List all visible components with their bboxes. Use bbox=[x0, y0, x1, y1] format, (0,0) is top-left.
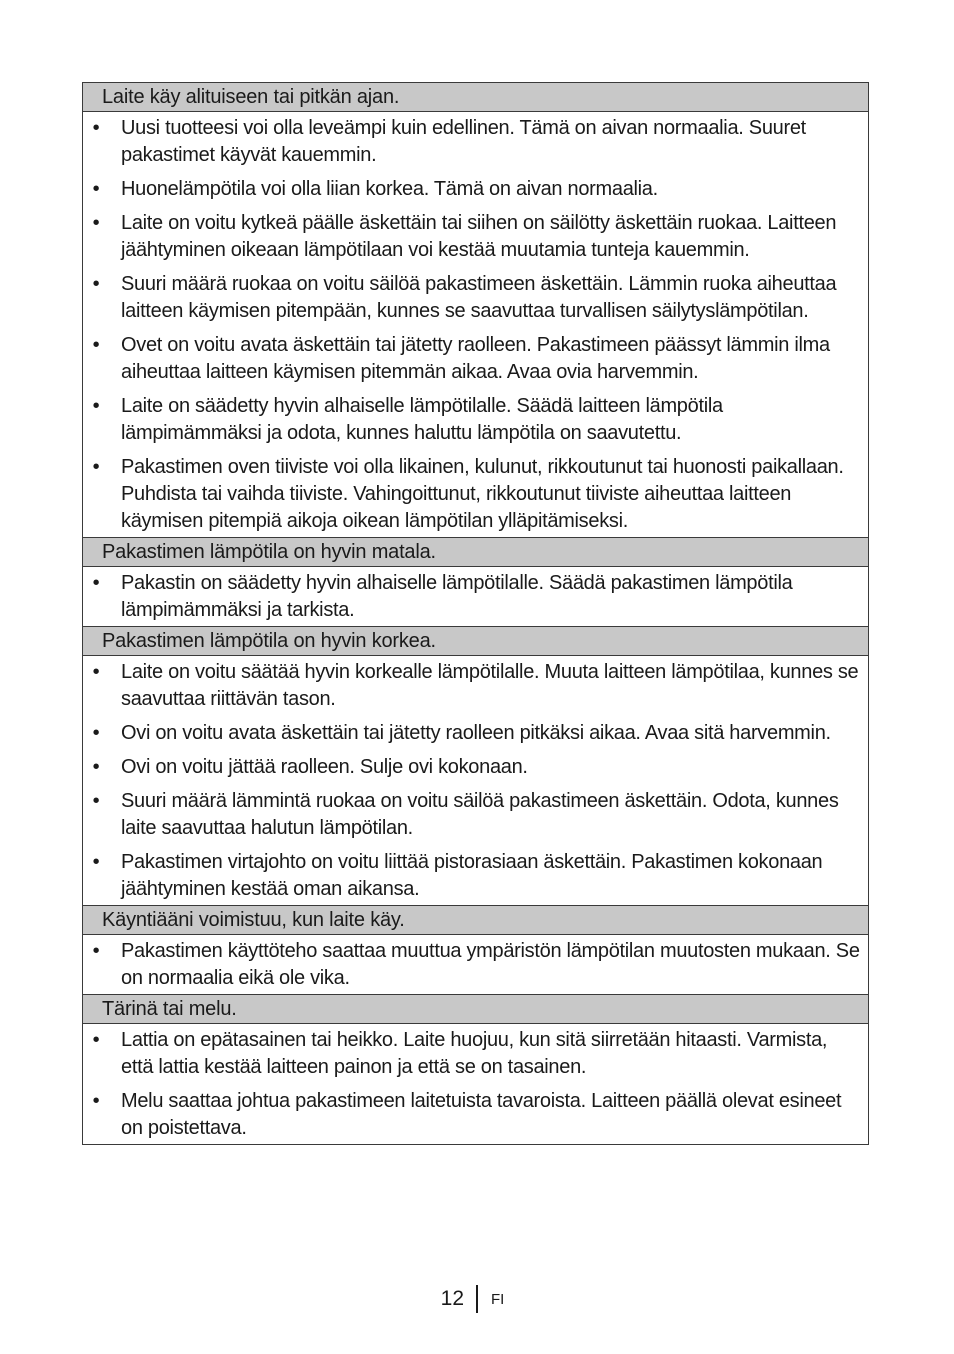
bullet: • bbox=[92, 661, 100, 683]
list-item bbox=[83, 271, 862, 325]
list-item bbox=[83, 659, 862, 713]
bullet: • bbox=[92, 273, 100, 295]
section-body bbox=[83, 656, 868, 906]
item-text: Laite on voitu kytkeä päälle äskettäin tai siihen on säilötty äskettäin ruokaa. Laitteen jäähtyminen oikeaan lämpötilaan voi kestää muutamia tunteja kauemmin. bbox=[121, 212, 837, 261]
list-item bbox=[83, 393, 862, 447]
section-body bbox=[83, 567, 868, 627]
bullet: • bbox=[92, 334, 100, 356]
item-text: Suuri määrä lämmintä ruokaa on voitu säilöä pakastimeen äskettäin. Odota, kunnes laite saavuttaa halutun lämpötilan. bbox=[121, 790, 839, 839]
list-item bbox=[83, 1027, 862, 1081]
page-number: 12 bbox=[440, 1287, 464, 1310]
list-item bbox=[83, 788, 862, 842]
troubleshooting-table bbox=[82, 82, 869, 1145]
bullet: • bbox=[92, 456, 100, 478]
list-item bbox=[83, 176, 862, 203]
section-body bbox=[83, 112, 868, 538]
item-text: Ovi on voitu jättää raolleen. Sulje ovi kokonaan. bbox=[121, 756, 528, 778]
bullet: • bbox=[92, 117, 100, 139]
list-item bbox=[83, 754, 862, 781]
item-text: Melu saattaa johtua pakastimeen laitetuista tavaroista. Laitteen päällä olevat esineet on poistettava. bbox=[121, 1090, 842, 1139]
list-item bbox=[83, 210, 862, 264]
item-text: Uusi tuotteesi voi olla leveämpi kuin edellinen. Tämä on aivan normaalia. Suuret pakastimet käyvät kauemmin. bbox=[121, 117, 806, 166]
language-code: FI bbox=[491, 1291, 505, 1308]
section-header: Pakastimen lämpötila on hyvin korkea. bbox=[83, 627, 868, 656]
bullet: • bbox=[92, 790, 100, 812]
bullet: • bbox=[92, 1029, 100, 1051]
list-item bbox=[83, 332, 862, 386]
bullet: • bbox=[92, 572, 100, 594]
item-text: Laite on säädetty hyvin alhaiselle lämpötilalle. Säädä laitteen lämpötila lämpimämmäksi ja odota, kunnes haluttu lämpötila on saavutettu. bbox=[121, 395, 723, 444]
item-text: Pakastimen virtajohto on voitu liittää pistorasiaan äskettäin. Pakastimen kokonaan jäähtyminen kestää oman aikansa. bbox=[121, 851, 823, 900]
item-text: Pakastimen oven tiiviste voi olla likainen, kulunut, rikkoutunut tai huonosti paikallaan. Puhdista tai vaihda tiiviste. Vahingoittunut, rikkoutunut tiiviste aiheuttaa laitteen käymisen pitempiä aikoja oikean lämpötilan ylläpitämiseksi. bbox=[121, 456, 844, 532]
bullet: • bbox=[92, 1090, 100, 1112]
list-item bbox=[83, 849, 862, 903]
bullet: • bbox=[92, 212, 100, 234]
item-text: Ovet on voitu avata äskettäin tai jätetty raolleen. Pakastimeen päässyt lämmin ilma aiheuttaa laitteen käymisen pitemmän aikaa. Avaa ovia harvemmin. bbox=[121, 334, 830, 383]
bullet: • bbox=[92, 178, 100, 200]
bullet: • bbox=[92, 756, 100, 778]
item-text: Laite on voitu säätää hyvin korkealle lämpötilalle. Muuta laitteen lämpötilaa, kunnes se saavuttaa riittävän tason. bbox=[121, 661, 859, 710]
bullet: • bbox=[92, 722, 100, 744]
list-item bbox=[83, 454, 862, 535]
list-item bbox=[83, 1088, 862, 1142]
item-text: Ovi on voitu avata äskettäin tai jätetty raolleen pitkäksi aikaa. Avaa sitä harvemmin. bbox=[121, 722, 831, 744]
item-text: Suuri määrä ruokaa on voitu säilöä pakastimeen äskettäin. Lämmin ruoka aiheuttaa laitteen käymisen pitempään, kunnes se saavuttaa turvallisen säilytyslämpötilan. bbox=[121, 273, 837, 322]
section-header: Käyntiääni voimistuu, kun laite käy. bbox=[83, 906, 868, 935]
item-text: Lattia on epätasainen tai heikko. Laite huojuu, kun sitä siirretään hitaasti. Varmista, että lattia kestää laitteen painon ja että se on tasainen. bbox=[121, 1029, 828, 1078]
list-item bbox=[83, 720, 862, 747]
section-body bbox=[83, 935, 868, 995]
footer-divider bbox=[476, 1285, 478, 1313]
item-text: Huonelämpötila voi olla liian korkea. Tämä on aivan normaalia. bbox=[121, 178, 658, 200]
section-header: Tärinä tai melu. bbox=[83, 995, 868, 1024]
bullet: • bbox=[92, 395, 100, 417]
section-header: Laite käy alituiseen tai pitkän ajan. bbox=[83, 83, 868, 112]
bullet: • bbox=[92, 940, 100, 962]
section-body bbox=[83, 1024, 868, 1144]
page-footer bbox=[0, 1284, 954, 1314]
list-item bbox=[83, 115, 862, 169]
item-text: Pakastin on säädetty hyvin alhaiselle lämpötilalle. Säädä pakastimen lämpötila lämpimämmäksi ja tarkista. bbox=[121, 572, 793, 621]
section-header: Pakastimen lämpötila on hyvin matala. bbox=[83, 538, 868, 567]
item-text: Pakastimen käyttöteho saattaa muuttua ympäristön lämpötilan muutosten mukaan. Se on normaalia eikä ole vika. bbox=[121, 940, 860, 989]
list-item bbox=[83, 570, 862, 624]
list-item bbox=[83, 938, 862, 992]
bullet: • bbox=[92, 851, 100, 873]
